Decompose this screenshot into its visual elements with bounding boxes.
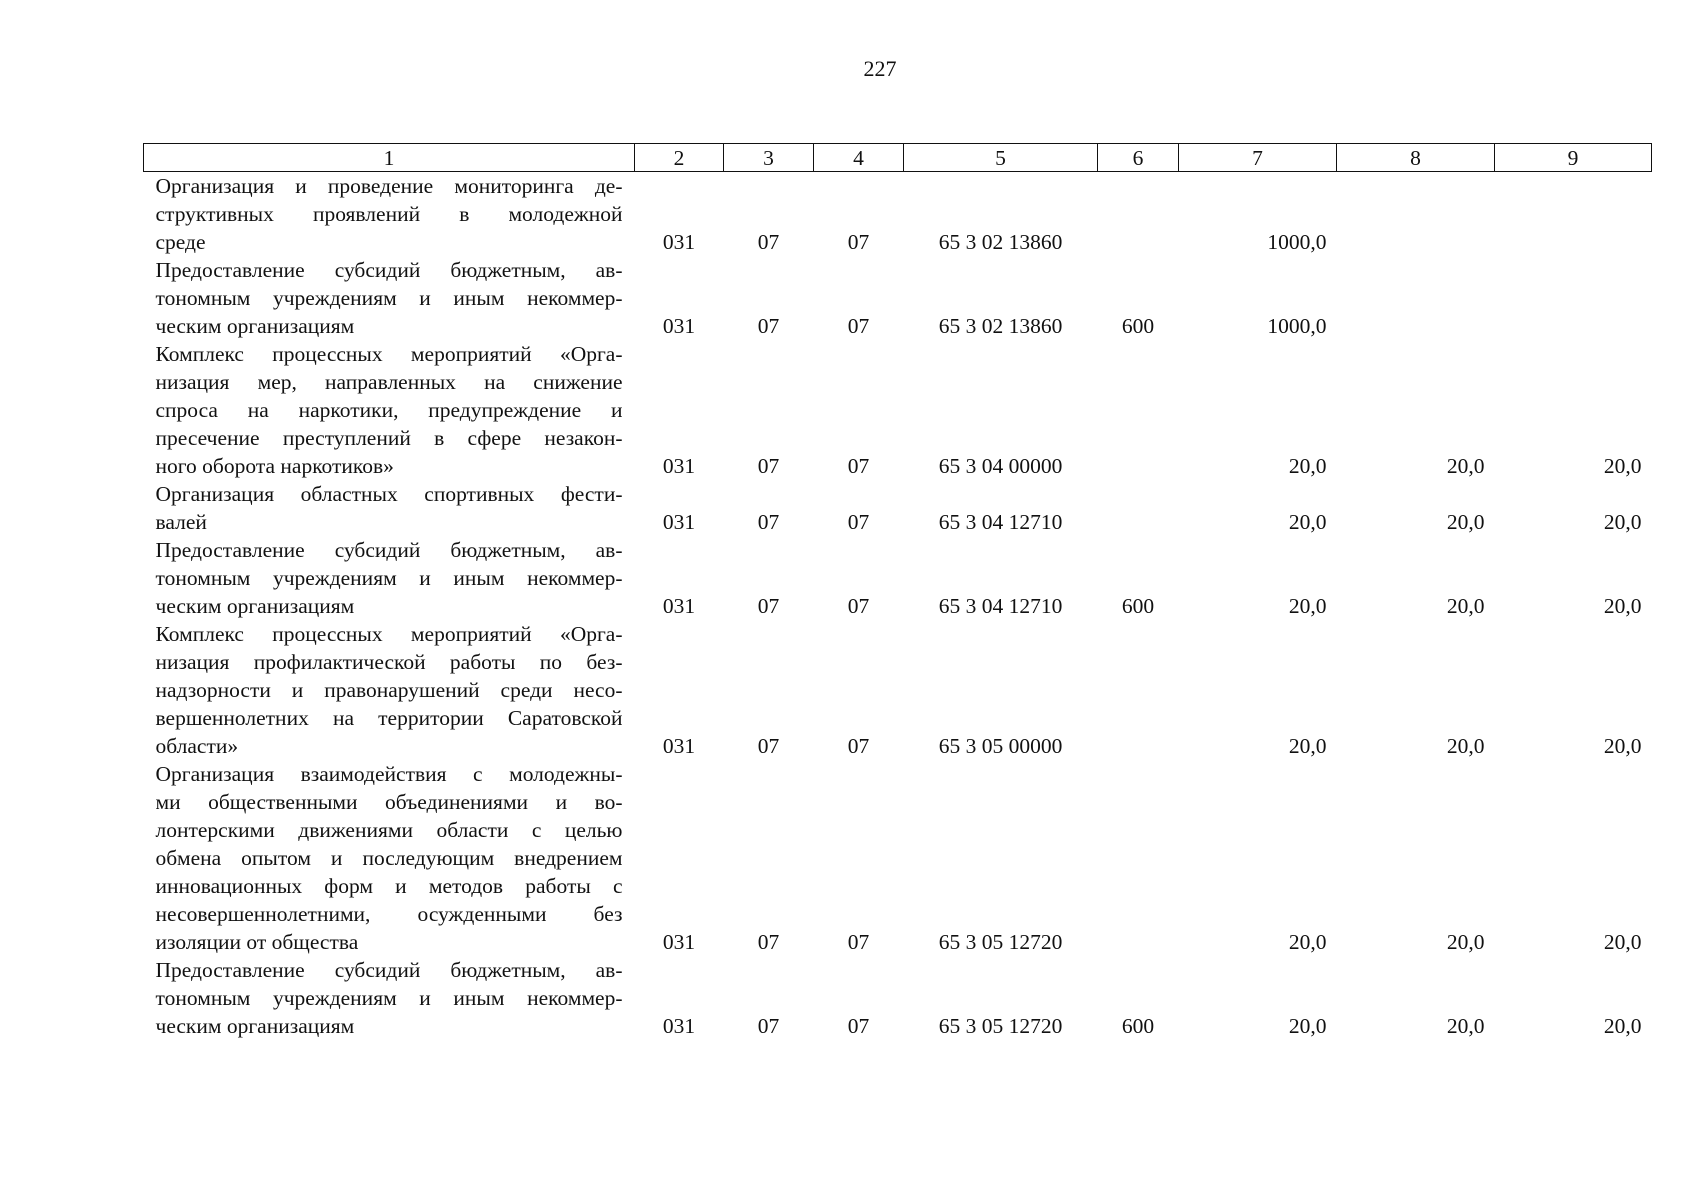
cell-amount-col9: 20,0 bbox=[1603, 510, 1642, 534]
item-name-line: Предоставление субсидий бюджетным, ав- bbox=[155, 258, 623, 282]
cell-item-name bbox=[144, 760, 635, 956]
item-name-line: ного оборота наркотиков» bbox=[155, 454, 394, 478]
item-name-line: структивных проявлений в молодежной bbox=[155, 202, 623, 226]
budget-table bbox=[143, 143, 1652, 1040]
cell-item-name bbox=[144, 172, 635, 257]
cell-amount-col9 bbox=[1495, 172, 1652, 257]
cell-amount-col7: 20,0 bbox=[1288, 1014, 1327, 1038]
table-row bbox=[144, 620, 1652, 760]
cell-amount-col7: 20,0 bbox=[1288, 454, 1327, 478]
cell-amount-col8 bbox=[1337, 256, 1495, 340]
cell-amount-col8: 20,0 bbox=[1446, 510, 1485, 534]
item-name-line: несовершеннолетними, осужденными без bbox=[155, 902, 623, 926]
cell-amount-col9: 20,0 bbox=[1603, 594, 1642, 618]
item-name-line: области» bbox=[155, 734, 239, 758]
cell-section-code: 07 bbox=[757, 230, 780, 254]
cell-amount-col9: 20,0 bbox=[1603, 1014, 1642, 1038]
page-number: 227 bbox=[863, 56, 897, 81]
cell-target-article: 65 3 02 13860 bbox=[938, 230, 1063, 254]
cell-amount-col9: 20,0 bbox=[1603, 734, 1642, 758]
item-name-line: изоляции от общества bbox=[155, 930, 359, 954]
cell-ministry-code: 031 bbox=[662, 594, 696, 618]
table-row bbox=[144, 536, 1652, 620]
item-name-line: ческим организациям bbox=[155, 594, 355, 618]
cell-target-article: 65 3 02 13860 bbox=[938, 314, 1063, 338]
item-name-line: Предоставление субсидий бюджетным, ав- bbox=[155, 958, 623, 982]
cell-ministry-code: 031 bbox=[662, 510, 696, 534]
column-header-1: 1 bbox=[144, 144, 635, 172]
cell-subsection-code: 07 bbox=[847, 510, 870, 534]
cell-item-name bbox=[144, 956, 635, 1040]
cell-expense-type: 600 bbox=[1121, 594, 1155, 618]
cell-target-article: 65 3 04 00000 bbox=[938, 454, 1063, 478]
item-name-line: лонтерскими движениями области с целью bbox=[155, 818, 623, 842]
cell-expense-type: 600 bbox=[1121, 314, 1155, 338]
cell-subsection-code: 07 bbox=[847, 230, 870, 254]
cell-expense-type bbox=[1098, 172, 1179, 257]
column-header-4: 4 bbox=[814, 144, 904, 172]
cell-item-name bbox=[144, 480, 635, 536]
cell-target-article: 65 3 05 00000 bbox=[938, 734, 1063, 758]
cell-section-code: 07 bbox=[757, 314, 780, 338]
cell-item-name bbox=[144, 340, 635, 480]
item-name-line: пресечение преступлений в сфере незакон- bbox=[155, 426, 623, 450]
cell-expense-type: 600 bbox=[1121, 1014, 1155, 1038]
column-header-3: 3 bbox=[724, 144, 814, 172]
item-name-line: тономным учреждениям и иным некоммер- bbox=[155, 286, 623, 310]
item-name-line: Предоставление субсидий бюджетным, ав- bbox=[155, 538, 623, 562]
cell-target-article: 65 3 05 12720 bbox=[938, 930, 1063, 954]
table-row bbox=[144, 256, 1652, 340]
cell-expense-type bbox=[1098, 340, 1179, 480]
cell-ministry-code: 031 bbox=[662, 314, 696, 338]
cell-expense-type bbox=[1098, 480, 1179, 536]
column-number-header-row bbox=[144, 144, 1652, 172]
cell-ministry-code: 031 bbox=[662, 230, 696, 254]
item-name-line: низация мер, направленных на снижение bbox=[155, 370, 623, 394]
item-name-line: Комплекс процессных мероприятий «Орга- bbox=[155, 342, 623, 366]
item-name-line: Организация взаимодействия с молодежны- bbox=[155, 762, 623, 786]
cell-item-name bbox=[144, 536, 635, 620]
table-row bbox=[144, 760, 1652, 956]
item-name-line: низация профилактической работы по без- bbox=[155, 650, 623, 674]
cell-expense-type bbox=[1098, 760, 1179, 956]
cell-target-article: 65 3 04 12710 bbox=[938, 594, 1063, 618]
cell-amount-col7: 20,0 bbox=[1288, 734, 1327, 758]
column-header-5: 5 bbox=[904, 144, 1098, 172]
cell-subsection-code: 07 bbox=[847, 594, 870, 618]
table-body bbox=[144, 172, 1652, 1041]
item-name-line: инновационных форм и методов работы с bbox=[155, 874, 623, 898]
cell-amount-col7: 1000,0 bbox=[1267, 314, 1327, 338]
cell-ministry-code: 031 bbox=[662, 1014, 696, 1038]
cell-ministry-code: 031 bbox=[662, 734, 696, 758]
table-row bbox=[144, 340, 1652, 480]
cell-amount-col8: 20,0 bbox=[1446, 1014, 1485, 1038]
column-header-9: 9 bbox=[1495, 144, 1652, 172]
item-name-line: среде bbox=[155, 230, 206, 254]
cell-amount-col8: 20,0 bbox=[1446, 594, 1485, 618]
cell-subsection-code: 07 bbox=[847, 314, 870, 338]
item-name-line: спроса на наркотики, предупреждение и bbox=[155, 398, 623, 422]
cell-amount-col9: 20,0 bbox=[1603, 930, 1642, 954]
item-name-line: Комплекс процессных мероприятий «Орга- bbox=[155, 622, 623, 646]
cell-target-article: 65 3 05 12720 bbox=[938, 1014, 1063, 1038]
column-header-8: 8 bbox=[1337, 144, 1495, 172]
column-header-7: 7 bbox=[1179, 144, 1337, 172]
item-name-line: валей bbox=[155, 510, 207, 534]
cell-amount-col8: 20,0 bbox=[1446, 930, 1485, 954]
column-header-6: 6 bbox=[1098, 144, 1179, 172]
table-row bbox=[144, 480, 1652, 536]
cell-ministry-code: 031 bbox=[662, 930, 696, 954]
cell-section-code: 07 bbox=[757, 734, 780, 758]
cell-ministry-code: 031 bbox=[662, 454, 696, 478]
cell-item-name bbox=[144, 256, 635, 340]
table-row bbox=[144, 956, 1652, 1040]
item-name-line: Организация и проведение мониторинга де- bbox=[155, 174, 623, 198]
item-name-line: тономным учреждениям и иным некоммер- bbox=[155, 566, 623, 590]
cell-expense-type bbox=[1098, 620, 1179, 760]
item-name-line: ми общественными объединениями и во- bbox=[155, 790, 623, 814]
cell-subsection-code: 07 bbox=[847, 930, 870, 954]
cell-amount-col9 bbox=[1495, 256, 1652, 340]
cell-section-code: 07 bbox=[757, 454, 780, 478]
cell-subsection-code: 07 bbox=[847, 1014, 870, 1038]
item-name-line: надзорности и правонарушений среди несо- bbox=[155, 678, 623, 702]
item-name-line: вершеннолетних на территории Саратовской bbox=[155, 706, 623, 730]
item-name-line: тономным учреждениям и иным некоммер- bbox=[155, 986, 623, 1010]
cell-section-code: 07 bbox=[757, 510, 780, 534]
item-name-line: Организация областных спортивных фести- bbox=[155, 482, 623, 506]
cell-amount-col7: 20,0 bbox=[1288, 594, 1327, 618]
cell-amount-col9: 20,0 bbox=[1603, 454, 1642, 478]
cell-amount-col7: 20,0 bbox=[1288, 510, 1327, 534]
cell-section-code: 07 bbox=[757, 594, 780, 618]
table-row bbox=[144, 172, 1652, 257]
cell-amount-col8: 20,0 bbox=[1446, 734, 1485, 758]
cell-item-name bbox=[144, 620, 635, 760]
cell-section-code: 07 bbox=[757, 930, 780, 954]
cell-subsection-code: 07 bbox=[847, 454, 870, 478]
column-header-2: 2 bbox=[635, 144, 724, 172]
cell-target-article: 65 3 04 12710 bbox=[938, 510, 1063, 534]
cell-amount-col7: 20,0 bbox=[1288, 930, 1327, 954]
cell-amount-col8 bbox=[1337, 172, 1495, 257]
cell-subsection-code: 07 bbox=[847, 734, 870, 758]
item-name-line: ческим организациям bbox=[155, 1014, 355, 1038]
cell-section-code: 07 bbox=[757, 1014, 780, 1038]
item-name-line: обмена опытом и последующим внедрением bbox=[155, 846, 623, 870]
item-name-line: ческим организациям bbox=[155, 314, 355, 338]
cell-amount-col7: 1000,0 bbox=[1267, 230, 1327, 254]
cell-amount-col8: 20,0 bbox=[1446, 454, 1485, 478]
